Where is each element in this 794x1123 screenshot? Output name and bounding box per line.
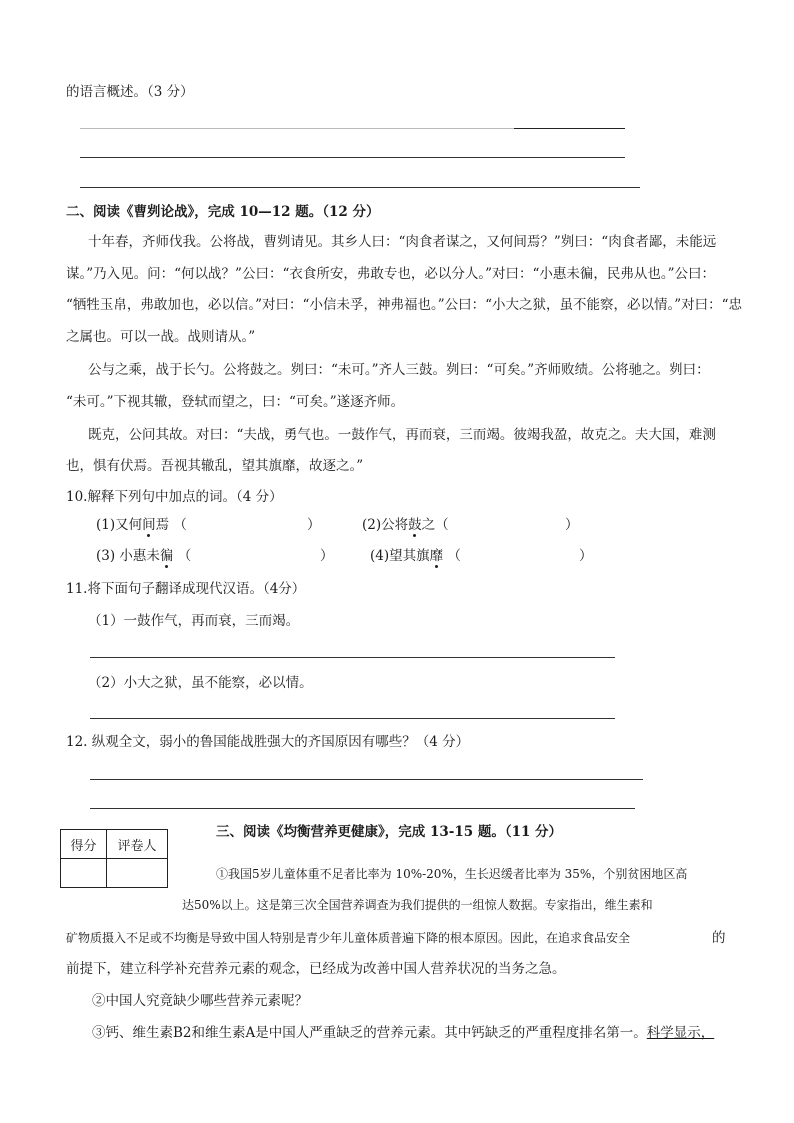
passage-line: 既克，公问其故。对曰：“夫战，勇气也。一鼓作气，再而衰，三而竭。彼竭我盈，故克之。夫大国，难测 [88,427,716,443]
paragraph-1-line: 达50%以上。这是第三次全国营养调查为我们提供的一组惊人数据。专家指出，维生素和 [182,898,653,912]
section-heading: 二、阅读《曹刿论战》，完成 10—12 题。（12 分） [66,204,380,220]
paragraph-2: ②中国人究竟缺少哪些营养元素呢？ [92,993,308,1009]
passage-line: 公与之乘，战于长勺。公将鼓之。刿曰：“未可。”齐人三鼓。刿曰：“可矣。”齐师败绩。公将驰之。刿曰： [88,362,710,378]
paragraph-3: ③钙、维生素B2和维生素A是中国人严重缺乏的营养元素。其中钙缺乏的严重程度排名第一。科学显示， [92,1025,715,1041]
score-label: 得分 [61,830,107,859]
answer-line [90,779,643,780]
score-cell[interactable] [61,859,107,888]
q10-item-4-close: ） [579,548,593,564]
passage-line: 谋。”乃入见。问：“何以战？”公曰：“衣食所安，弗敢专也，必以分人。”对曰：“小惠未徧，民弗从也。”公曰： [66,266,716,282]
answer-line [80,157,625,158]
answer-line [80,187,640,188]
answer-line [90,718,615,719]
q11-item-1: （1）一鼓作气，再而衰，三而竭。 [88,613,300,629]
q10-item-2: (2)公将鼓之（ [362,517,449,533]
question-10-prompt: 10.解释下列句中加点的词。（4 分） [66,489,283,505]
passage-line: 之属也。可以一战。战则请从。” [66,329,256,345]
q11-item-2: （2）小大之狱，虽不能察，必以情。 [88,675,313,691]
passage-line: “未可。”下视其辙，登轼而望之，曰：“可矣。”遂逐齐师。 [66,394,405,410]
q10-item-1-close: ） [307,517,321,533]
answer-line [90,657,615,658]
answer-line [514,128,625,129]
answer-line [90,808,635,809]
passage-line: 也，惧有伏焉。吾视其辙乱，望其旗靡，故逐之。” [66,458,364,474]
score-table [60,829,168,888]
question-12-prompt: 12. 纵观全文，弱小的鲁国能战胜强大的齐国原因有哪些？（4 分） [66,734,470,750]
grader-cell[interactable] [107,859,168,888]
section-heading: 三、阅读《均衡营养更健康》，完成 13-15 题。（11 分） [216,824,563,840]
q10-item-1: (1)又何间焉 （ [96,517,187,533]
question-continuation: 的语言概述。（3 分） [66,84,194,100]
q10-item-2-close: ） [565,517,579,533]
passage-line: “牺牲玉帛，弗敢加也，必以信。”对曰：“小信未孚，神弗福也。”公曰：“小大之狱，虽不能察，必以情。”对曰：“忠 [66,297,743,313]
paragraph-1-line: 前提下，建立科学补充营养元素的观念，已经成为改善中国人营养状况的当务之急。 [66,961,566,977]
paragraph-1-line: 矿物质摄入不足或不均衡是导致中国人特别是青少年儿童体质普遍下降的根本原因。因此，在追求食品安全 [66,931,631,945]
paragraph-1-line: ①我国5岁儿童体重不足者比率为 10%-20%，生长迟缓者比率为 35%，个别贫困地区高 [216,867,688,881]
q10-item-3-close: ） [320,548,334,564]
grader-label: 评卷人 [107,830,168,859]
paragraph-1-line-end: 的 [712,930,726,946]
underlined-phrase: 科学显示， [646,1025,715,1041]
passage-line: 十年春，齐师伐我。公将战，曹刿请见。其乡人曰：“肉食者谋之，又何间焉？”刿曰：“肉食者鄙，未能远 [88,234,717,250]
q10-item-4: (4)望其旗靡 （ [370,548,461,564]
question-11-prompt: 11.将下面句子翻译成现代汉语。（4分） [66,581,306,597]
q10-item-3: (3) 小惠未徧 （ [96,548,192,564]
